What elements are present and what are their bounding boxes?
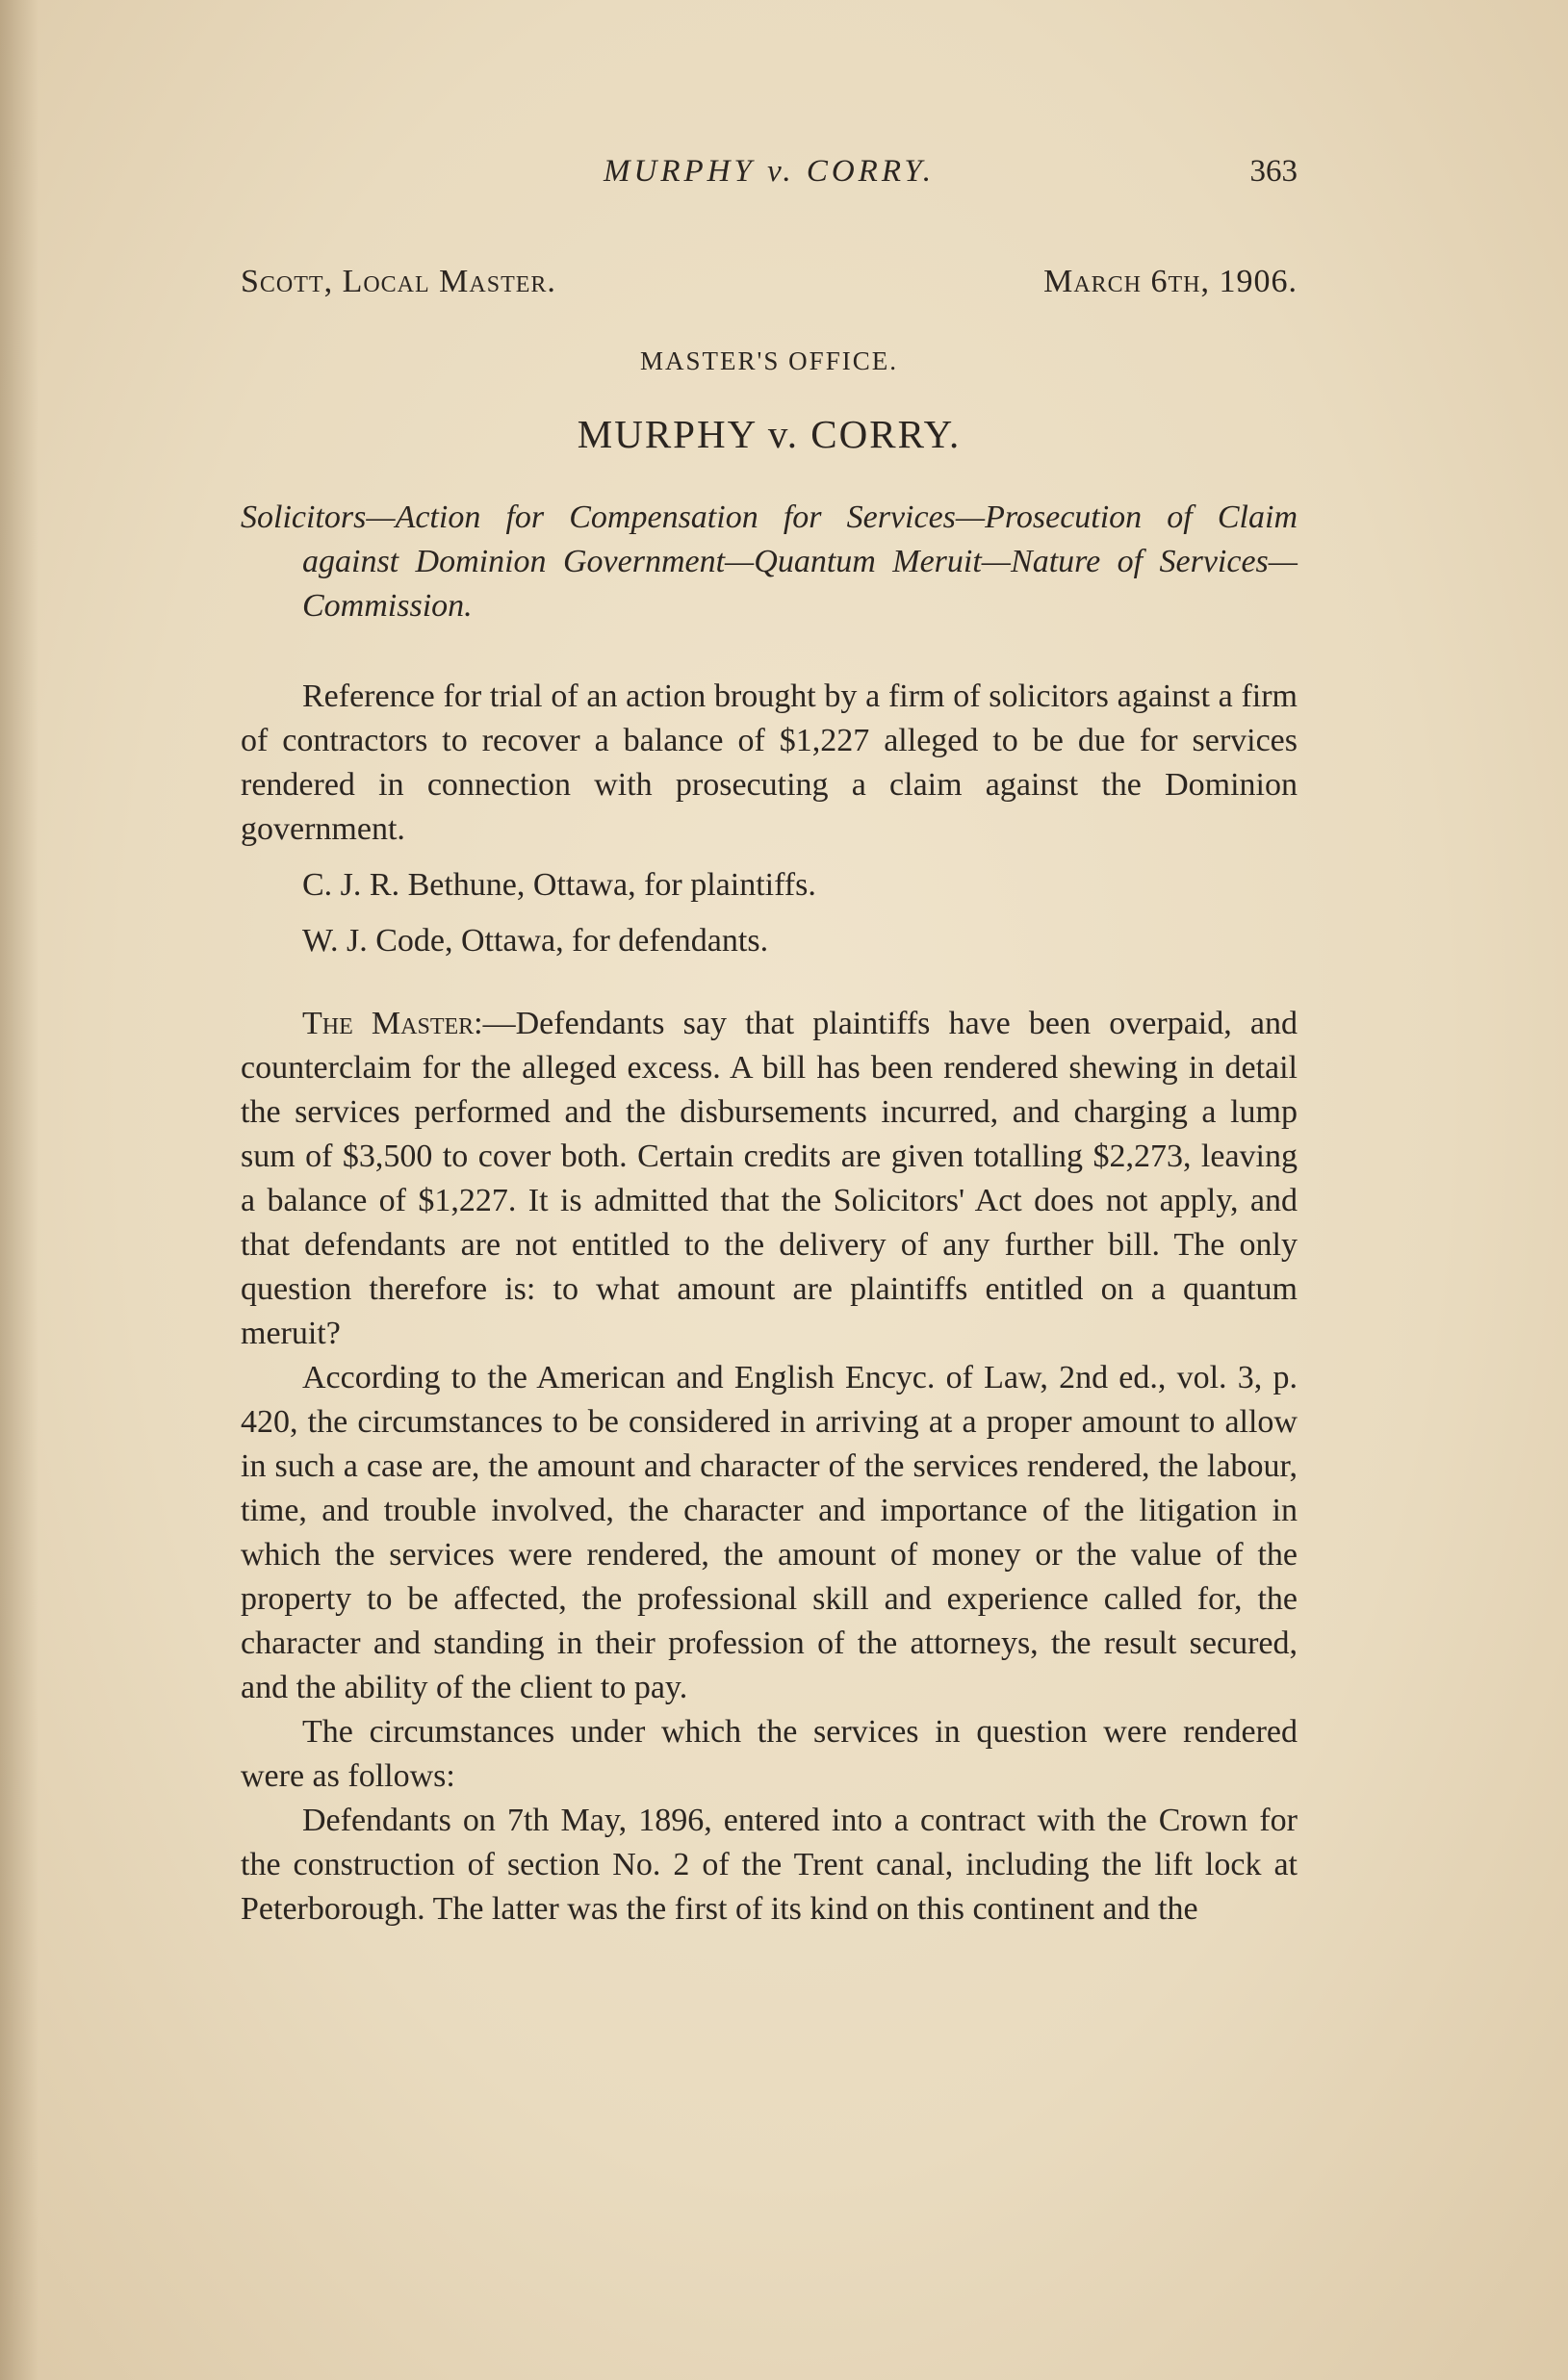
counsel-defendants: W. J. Code, Ottawa, for defendants. (302, 923, 769, 959)
case-title: MURPHY v. CORRY. (577, 412, 962, 456)
judgment-speaker: The Master (302, 1006, 475, 1041)
counsel-plaintiffs: C. J. R. Bethune, Ottawa, for plaintiffs. (302, 867, 816, 903)
running-head (241, 154, 1298, 202)
judgment-paragraph: According to the American and English Encyc. of Law, 2nd ed., vol. 3, p. 420, the circumstances to be considered in arriving at a proper amount to allow in such a case are, the amount and character of the services rendered, the labour, time, and trouble involved, the character and importance of the litigation in which the services were rendered, the amount of money or the value of the property to be affected, the professional skill and experience called for, the character and standing in their profession of the attorneys, the result secured, and the ability of the client to pay. (241, 1360, 1298, 1705)
judgment-opening-text: :—Defendants say that plaintiffs have been overpaid, and counterclaim for the alleged excess. A bill has been rendered shewing in detail the services performed and the disbursements incurred, and charging a lump sum of $3,500 to cover both. Certain credits are given totalling $2,273, leaving a balance of $1,227. It is admitted that the Solicitors' Act does not apply, and that defendants are not entitled to the delivery of any further bill. The only question therefore is: to what amount are plaintiffs entitled on a quantum meruit? (241, 1006, 1298, 1351)
office-heading: MASTER'S OFFICE. (640, 346, 898, 375)
judgment-opening-paragraph (241, 1002, 1298, 1356)
court-officer: Scott, Local Master. (241, 264, 556, 299)
page-number: 363 (1249, 154, 1298, 189)
statement-paragraph: Reference for trial of an action brought by a firm of solicitors against a firm of contractors to recover a balance of $1,227 alleged to be due for services rendered in connection with prosecuting a claim against the Dominion government. (241, 678, 1298, 847)
judgment-paragraph: The circumstances under which the services in question were rendered were as follows: (241, 1714, 1298, 1794)
headnote: Solicitors—Action for Compensation for Services—Prosecution of Claim against Dominion Government—Quantum Meruit—Nature of Services—Commission. (241, 499, 1298, 624)
decision-date: March 6th, 1906. (1043, 264, 1298, 299)
text-block (241, 154, 1298, 1932)
meta-line (241, 264, 1298, 300)
spine-shadow (0, 0, 39, 2380)
running-title: MURPHY v. CORRY. (604, 154, 935, 189)
judgment-paragraph: Defendants on 7th May, 1896, entered into a contract with the Crown for the construction of section No. 2 of the Trent canal, including the lift lock at Peterborough. The latter was the first of its kind on this continent and the (241, 1803, 1298, 1927)
